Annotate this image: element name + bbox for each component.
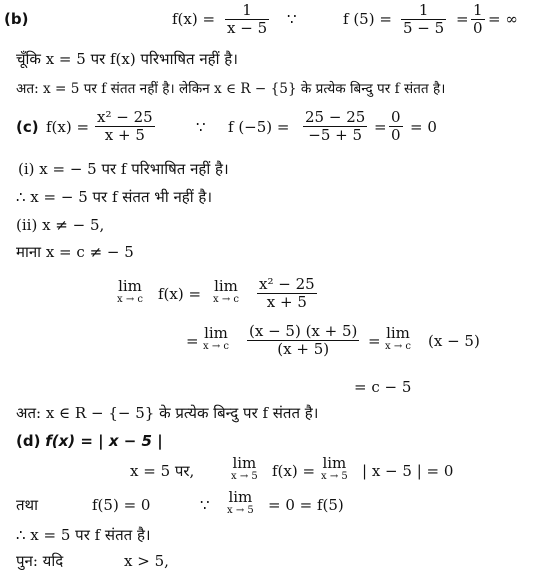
part-b-lhs: f(x) = [172, 10, 216, 28]
equals-sign: = [456, 10, 469, 28]
part-b-result: = ∞ [488, 10, 518, 28]
part-b-label: (b) [4, 10, 29, 28]
because-symbol: ∵ [287, 10, 297, 28]
part-c-therefore: ∴ x = − 5 पर f संतत भी नहीं है। [16, 188, 213, 206]
f5-lhs: f (5) = [343, 10, 392, 28]
fx-eq: f(x) = [272, 462, 316, 480]
limit-operator: lim x → 5 [227, 488, 254, 516]
part-c-result: = 0 [410, 118, 437, 136]
equals-sign: = [186, 332, 199, 350]
condition: x > 5, [124, 552, 169, 570]
fraction: $\frac{0}{0}$ [391, 108, 401, 144]
fm5-lhs: f (−5) = [228, 118, 290, 136]
part-d-therefore: ∴ x = 5 पर f संतत है। [16, 526, 151, 544]
because-symbol: ∵ [196, 118, 206, 136]
part-c-label: (c) [16, 118, 39, 136]
fraction: $\frac{1}{0}$ [473, 1, 483, 37]
fraction: $\frac{1}{5 - 5}$ [403, 1, 445, 37]
tatha: तथा [16, 496, 39, 514]
at-x5: x = 5 पर, [130, 462, 195, 480]
part-b-line-2: चूँकि x = 5 पर f(x) परिभाषित नहीं है। [16, 50, 238, 68]
part-c-let: माना x = c ≠ − 5 [16, 243, 134, 261]
equals-sign: = [374, 118, 387, 136]
part-d-def: f(x) = | x − 5 | [45, 432, 163, 450]
again-text: पुन: यदि [16, 552, 64, 570]
equals-sign: = [368, 332, 381, 350]
part-d-definition [16, 432, 163, 450]
part-d-label: (d) [16, 432, 41, 450]
because-symbol: ∵ [200, 496, 210, 514]
fraction: $\frac{25 - 25}{-5 + 5}$ [305, 108, 366, 144]
fraction: $\frac{1}{x - 5}$ [227, 1, 268, 37]
part-c-i: (i) x = − 5 पर f परिभाषित नहीं है। [18, 160, 229, 178]
fraction: $\frac{\text{x² − 25}}{x + 5}$ [259, 275, 315, 311]
fraction: $\frac{(x - 5) (x + 5)}{(x + 5)}$ [249, 322, 358, 358]
limit-operator: lim x → 5 [321, 454, 348, 482]
part-c-ii: (ii) x ≠ − 5, [16, 216, 105, 234]
part-c-lhs: f(x) = [46, 118, 90, 136]
limit-operator: lim x → c [385, 324, 411, 352]
limit-operator: lim x → c [203, 324, 229, 352]
limit-operator: lim x → 5 [231, 454, 258, 482]
limit-operator: lim x → c [117, 277, 143, 305]
lim-result: = 0 = f(5) [268, 496, 344, 514]
f5-value: f(5) = 0 [92, 496, 151, 514]
limit-operator: lim x → c [213, 277, 239, 305]
part-c-conclusion: अत: x ∈ R − {− 5} के प्रत्येक बिन्दु पर f संतत है। [16, 404, 319, 422]
abs-result: | x − 5 | = 0 [362, 462, 454, 480]
part-b-line-3: अत: x = 5 पर f संतत नहीं है। लेकिन x ∈ R − {5} के प्रत्येक बिन्दु पर f संतत है। [16, 81, 446, 97]
fraction: $\frac{\text{x² − 25}}{x + 5}$ [97, 108, 153, 144]
c-minus-5: = c − 5 [354, 378, 412, 396]
fx-eq: f(x) = [158, 285, 202, 303]
x-minus-5: (x − 5) [428, 332, 480, 350]
